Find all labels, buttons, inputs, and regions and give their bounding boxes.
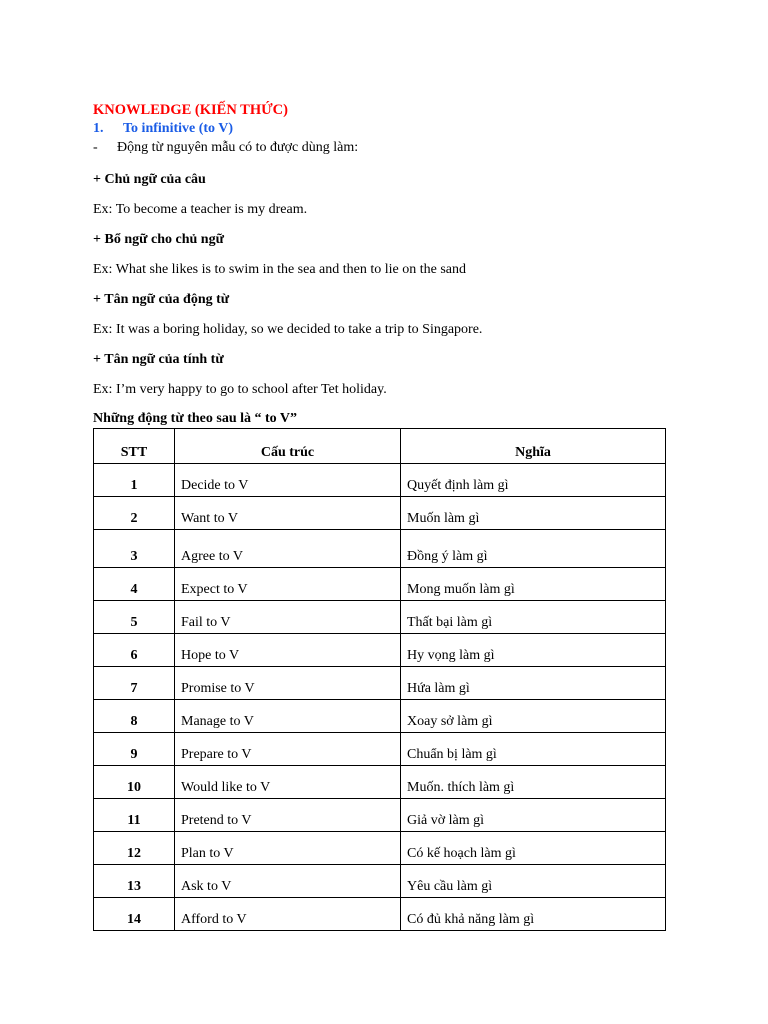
- table-row: [94, 601, 666, 634]
- table-row: [94, 766, 666, 799]
- row-number: 4: [94, 568, 175, 601]
- usage-label-complement: + Bổ ngữ cho chủ ngữ: [93, 232, 224, 247]
- intro-dash: -: [93, 140, 98, 155]
- usage-example-verb-object: Ex: It was a boring holiday, so we decided to take a trip to Singapore.: [93, 322, 483, 337]
- row-number: 5: [94, 601, 175, 634]
- intro-text: Động từ nguyên mẫu có to được dùng làm:: [117, 140, 359, 155]
- row-structure: Pretend to V: [175, 799, 401, 832]
- row-structure: Promise to V: [175, 667, 401, 700]
- row-meaning: Xoay sở làm gì: [401, 700, 666, 733]
- column-header-stt: STT: [94, 429, 175, 464]
- row-structure: Agree to V: [175, 530, 401, 568]
- verb-table: [93, 428, 666, 931]
- usage-example-complement: Ex: What she likes is to swim in the sea and then to lie on the sand: [93, 262, 467, 277]
- table-row: [94, 799, 666, 832]
- usage-label-verb-object: + Tân ngữ của động từ: [93, 292, 230, 307]
- section-heading: [93, 120, 665, 138]
- row-meaning: Giả vờ làm gì: [401, 799, 666, 832]
- section-heading-text: To infinitive (to V): [123, 121, 234, 136]
- document-title: KNOWLEDGE (KIẾN THỨC): [93, 102, 288, 118]
- row-meaning: Hứa làm gì: [401, 667, 666, 700]
- usage-label-adjective-object: + Tân ngữ của tính từ: [93, 352, 224, 367]
- row-number: 1: [94, 464, 175, 497]
- table-row: [94, 634, 666, 667]
- row-number: 9: [94, 733, 175, 766]
- row-meaning: Có đủ khả năng làm gì: [401, 898, 666, 931]
- row-number: 2: [94, 497, 175, 530]
- row-meaning: Muốn. thích làm gì: [401, 766, 666, 799]
- row-number: 12: [94, 832, 175, 865]
- intro-line: [93, 138, 665, 158]
- table-row: [94, 667, 666, 700]
- row-number: 10: [94, 766, 175, 799]
- table-row: [94, 568, 666, 601]
- usage-example-adjective-object: Ex: I’m very happy to go to school after Tet holiday.: [93, 382, 387, 397]
- row-meaning: Chuẩn bị làm gì: [401, 733, 666, 766]
- section-number: 1.: [93, 121, 104, 136]
- table-row: [94, 832, 666, 865]
- table-row: [94, 700, 666, 733]
- usage-example-subject: Ex: To become a teacher is my dream.: [93, 202, 308, 217]
- row-number: 13: [94, 865, 175, 898]
- table-row: [94, 898, 666, 931]
- usage-label-subject: + Chủ ngữ của câu: [93, 172, 206, 187]
- row-meaning: Có kế hoạch làm gì: [401, 832, 666, 865]
- row-structure: Hope to V: [175, 634, 401, 667]
- row-structure: Decide to V: [175, 464, 401, 497]
- row-meaning: Quyết định làm gì: [401, 464, 666, 497]
- row-structure: Afford to V: [175, 898, 401, 931]
- row-structure: Prepare to V: [175, 733, 401, 766]
- row-structure: Fail to V: [175, 601, 401, 634]
- row-structure: Want to V: [175, 497, 401, 530]
- table-header-row: [94, 429, 666, 464]
- column-header-meaning: Nghĩa: [401, 429, 666, 464]
- table-row: [94, 464, 666, 497]
- row-meaning: Muốn làm gì: [401, 497, 666, 530]
- column-header-structure: Cấu trúc: [175, 429, 401, 464]
- row-meaning: Thất bại làm gì: [401, 601, 666, 634]
- row-number: 8: [94, 700, 175, 733]
- row-number: 7: [94, 667, 175, 700]
- row-structure: Ask to V: [175, 865, 401, 898]
- row-structure: Plan to V: [175, 832, 401, 865]
- table-row: [94, 865, 666, 898]
- table-row: [94, 530, 666, 568]
- row-meaning: Yêu cầu làm gì: [401, 865, 666, 898]
- table-row: [94, 497, 666, 530]
- row-number: 11: [94, 799, 175, 832]
- row-structure: Expect to V: [175, 568, 401, 601]
- row-meaning: Đồng ý làm gì: [401, 530, 666, 568]
- row-number: 6: [94, 634, 175, 667]
- row-number: 3: [94, 530, 175, 568]
- table-heading: Những động từ theo sau là “ to V”: [93, 411, 298, 426]
- document-page: [93, 100, 665, 931]
- row-meaning: Hy vọng làm gì: [401, 634, 666, 667]
- table-row: [94, 733, 666, 766]
- row-number: 14: [94, 898, 175, 931]
- row-structure: Manage to V: [175, 700, 401, 733]
- row-meaning: Mong muốn làm gì: [401, 568, 666, 601]
- row-structure: Would like to V: [175, 766, 401, 799]
